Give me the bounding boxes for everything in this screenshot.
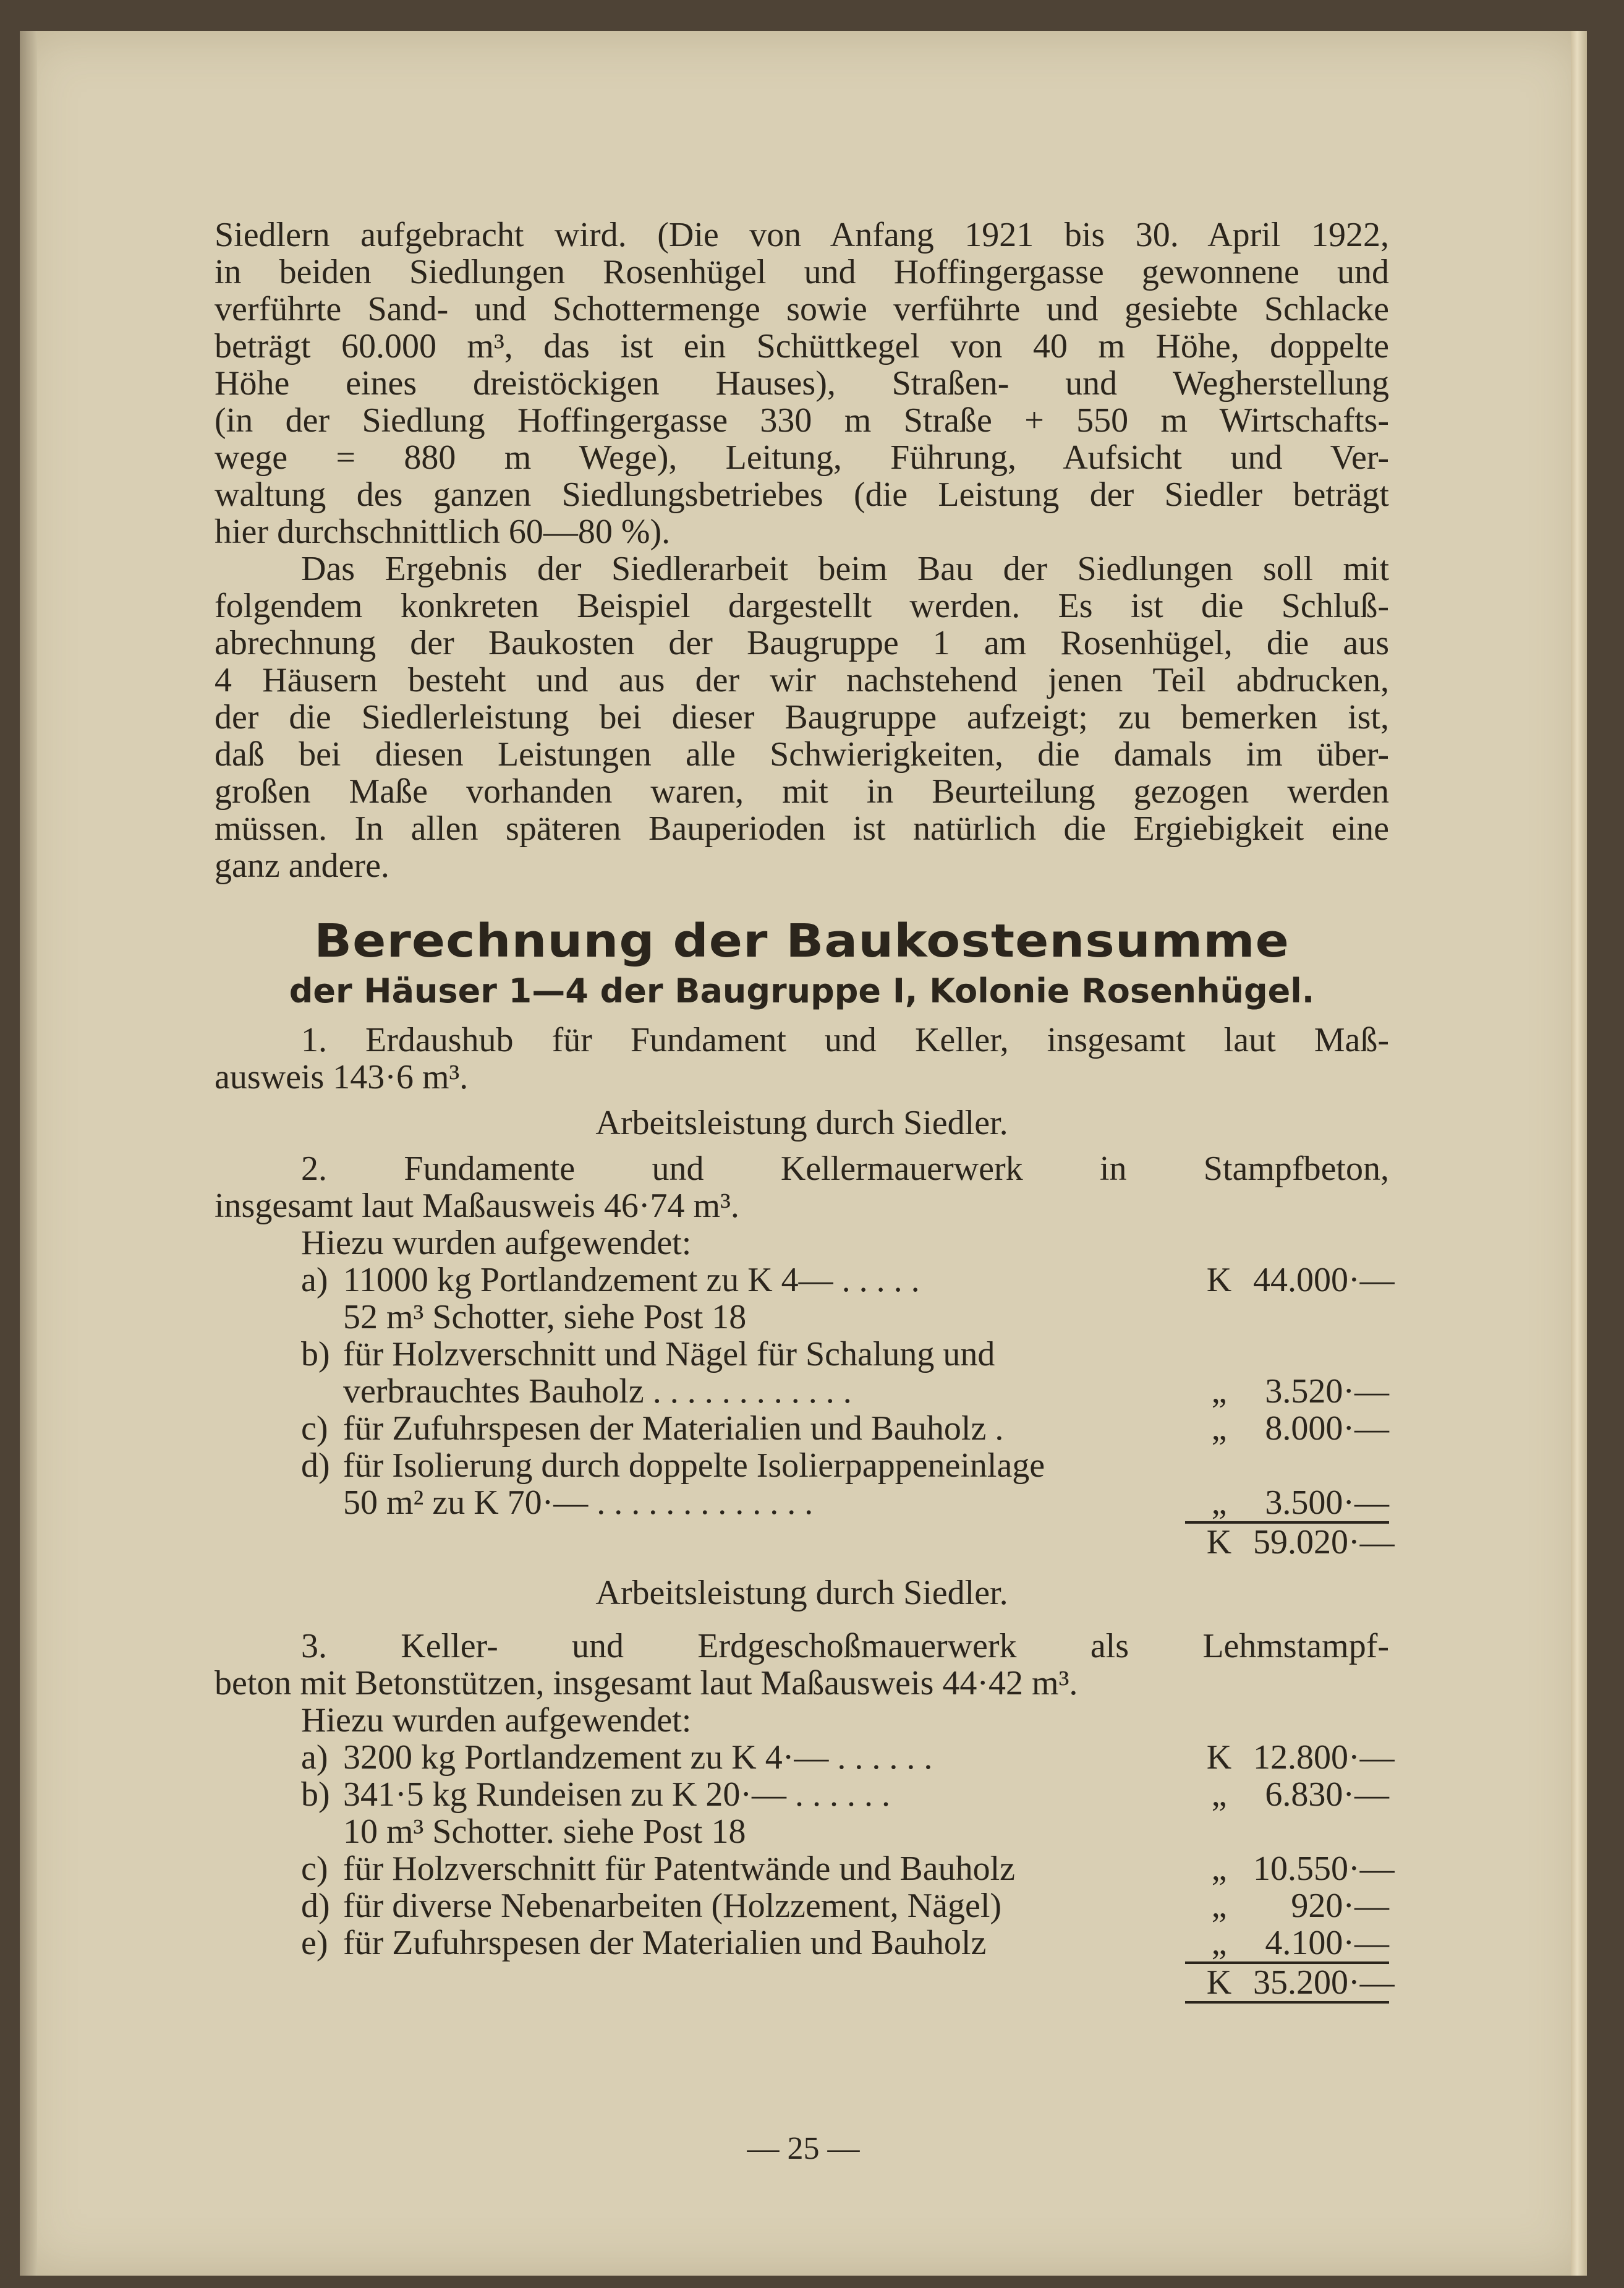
item-description: verbrauchtes Bauholz . . . . . . . . . . . . bbox=[343, 1372, 852, 1411]
item-label: b) bbox=[301, 1335, 330, 1373]
item-description: für Holzverschnitt für Patentwände und Bauholz bbox=[343, 1850, 1016, 1888]
page-number: — 25 — bbox=[747, 2131, 860, 2166]
item-label: d) bbox=[301, 1887, 330, 1925]
intro-paragraph bbox=[215, 216, 1389, 550]
item-label: c) bbox=[301, 1409, 328, 1448]
section-2-line-1: 2. Fundamente und Kellermauerwerk in Stampfbeton, bbox=[301, 1150, 1389, 1188]
text-line: wege = 880 m Wege), Leitung, Führung, Aufsicht und Ver- bbox=[215, 438, 1389, 477]
cost-item-row bbox=[301, 1410, 1389, 1447]
section-2-line-2: insgesamt laut Maßausweis 46·74 m³. bbox=[215, 1187, 739, 1225]
cost-item-row bbox=[301, 1850, 1395, 1888]
item-currency: K bbox=[1206, 1261, 1232, 1299]
total-currency: K bbox=[1185, 1961, 1253, 2004]
item-description: 10 m³ Schotter. siehe Post 18 bbox=[343, 1812, 746, 1851]
item-currency: „ bbox=[1211, 1372, 1227, 1411]
item-description: für Isolierung durch doppelte Isolierpappeneinlage bbox=[343, 1446, 1045, 1485]
item-label: a) bbox=[301, 1261, 328, 1299]
item-description: 50 m² zu K 70·— . . . . . . . . . . . . . bbox=[343, 1483, 814, 1522]
item-currency: „ bbox=[1211, 1924, 1227, 1962]
text-line: verführte Sand- und Schottermenge sowie verführte und gesiebte Schlacke bbox=[215, 290, 1389, 328]
section-3-intro: Hiezu wurden aufgewendet: bbox=[301, 1701, 692, 1739]
item-amount: 10.550·— bbox=[1253, 1850, 1395, 1888]
text-line: der die Siedlerleistung bei dieser Baugruppe aufzeigt; zu bemerken ist, bbox=[215, 698, 1389, 736]
cost-item-row bbox=[301, 1373, 1389, 1410]
item-currency: K bbox=[1206, 1738, 1232, 1777]
total-row bbox=[301, 1521, 1395, 1561]
item-description: für Zufuhrspesen der Materialien und Bauholz bbox=[343, 1924, 987, 1962]
text-line: Höhe eines dreistöckigen Hauses), Straßen- und Wegherstellung bbox=[215, 364, 1389, 403]
section-1 bbox=[215, 1022, 1389, 1142]
item-description: für diverse Nebenarbeiten (Holzzement, Nägel) bbox=[343, 1887, 1002, 1925]
item-label: a) bbox=[301, 1738, 328, 1777]
section-1-line-1: 1. Erdaushub für Fundament und Keller, insgesamt laut Maß- bbox=[301, 1021, 1389, 1059]
total-row bbox=[301, 1961, 1395, 2002]
cost-item-row bbox=[301, 1887, 1389, 1924]
text-line: (in der Siedlung Hoffingergasse 330 m Straße + 550 m Wirtschafts- bbox=[215, 401, 1389, 440]
section-2-note: Arbeitsleistung durch Siedler. bbox=[595, 1574, 1008, 1612]
text-line: müssen. In allen späteren Bauperioden ist natürlich die Ergiebigkeit eine bbox=[215, 809, 1389, 848]
cost-item-row bbox=[301, 1447, 1389, 1484]
text-line: in beiden Siedlungen Rosenhügel und Hoffingergasse gewonnene und bbox=[215, 253, 1389, 291]
item-amount: 4.100·— bbox=[1265, 1924, 1389, 1962]
section-1-note: Arbeitsleistung durch Siedler. bbox=[595, 1104, 1008, 1142]
item-label: d) bbox=[301, 1446, 330, 1485]
text-line: Siedlern aufgebracht wird. (Die von Anfang 1921 bis 30. April 1922, bbox=[215, 216, 1389, 254]
text-line: hier durchschnittlich 60—80 %). bbox=[215, 513, 671, 551]
item-amount: 12.800·— bbox=[1253, 1738, 1395, 1777]
section-3-line-1: 3. Keller- und Erdgeschoßmauerwerk als Lehmstampf- bbox=[301, 1627, 1389, 1665]
cost-item-row bbox=[301, 1924, 1389, 1961]
item-amount: 3.500·— bbox=[1265, 1483, 1389, 1522]
text-line: Das Ergebnis der Siedlerarbeit beim Bau der Siedlungen soll mit bbox=[301, 550, 1389, 588]
item-label: e) bbox=[301, 1924, 328, 1962]
text-line: folgendem konkreten Beispiel dargestellt werden. Es ist die Schluß- bbox=[215, 587, 1389, 625]
item-description: 341·5 kg Rundeisen zu K 20·— . . . . . . bbox=[343, 1775, 891, 1814]
item-amount: 3.520·— bbox=[1265, 1372, 1389, 1411]
text-line: 4 Häusern besteht und aus der wir nachstehend jenen Teil abdrucken, bbox=[215, 661, 1389, 699]
page-edge bbox=[1571, 31, 1587, 2276]
text-line: ganz andere. bbox=[215, 847, 389, 885]
item-label: c) bbox=[301, 1850, 328, 1888]
section-3-items bbox=[215, 1738, 1395, 2002]
text-line: beträgt 60.000 m³, das ist ein Schüttkegel von 40 m Höhe, doppelte bbox=[215, 327, 1389, 365]
text-line: abrechnung der Baukosten der Baugruppe 1 am Rosenhügel, die aus bbox=[215, 624, 1389, 662]
text-line: großen Maße vorhanden waren, mit in Beurteilung gezogen werden bbox=[215, 772, 1389, 811]
text-line: waltung des ganzen Siedlungsbetriebes (die Leistung der Siedler beträgt bbox=[215, 476, 1389, 514]
section-2-intro: Hiezu wurden aufgewendet: bbox=[301, 1224, 692, 1262]
cost-item-row bbox=[301, 1261, 1395, 1299]
item-amount: 44.000·— bbox=[1253, 1261, 1395, 1299]
text-line: daß bei diesen Leistungen alle Schwierigkeiten, die damals im über- bbox=[215, 735, 1389, 774]
section-1-line-2: ausweis 143·6 m³. bbox=[215, 1058, 469, 1096]
item-amount: 6.830·— bbox=[1265, 1775, 1389, 1814]
book-page bbox=[20, 31, 1587, 2276]
cost-item-row bbox=[301, 1299, 1389, 1336]
section-2-items bbox=[215, 1261, 1395, 1561]
second-paragraph bbox=[215, 550, 1389, 884]
item-description: 3200 kg Portlandzement zu K 4·— . . . . . . bbox=[343, 1738, 933, 1777]
cost-item-row bbox=[301, 1336, 1389, 1373]
section-subheading: der Häuser 1—4 der Baugruppe I, Kolonie Rosenhügel. bbox=[289, 971, 1315, 1010]
total-amount: 59.020·— bbox=[1253, 1521, 1389, 1561]
cost-item-row bbox=[301, 1776, 1389, 1813]
item-currency: „ bbox=[1211, 1409, 1227, 1448]
total-amount: 35.200·— bbox=[1253, 1961, 1389, 2004]
item-currency: „ bbox=[1211, 1850, 1227, 1888]
book-binding bbox=[20, 31, 37, 2276]
item-currency: „ bbox=[1211, 1775, 1227, 1814]
cost-item-row bbox=[301, 1738, 1395, 1777]
section-2 bbox=[215, 1150, 1395, 1612]
item-description: 11000 kg Portlandzement zu K 4— . . . . . bbox=[343, 1261, 920, 1299]
section-3 bbox=[215, 1627, 1395, 2002]
item-label: b) bbox=[301, 1775, 330, 1814]
item-description: 52 m³ Schotter, siehe Post 18 bbox=[343, 1298, 747, 1336]
item-currency: „ bbox=[1211, 1887, 1227, 1925]
item-description: für Zufuhrspesen der Materialien und Bauholz . bbox=[343, 1409, 1004, 1448]
item-amount: 920·— bbox=[1291, 1887, 1389, 1925]
cost-item-row bbox=[301, 1813, 1389, 1850]
section-heading: Berechnung der Baukostensumme bbox=[314, 914, 1290, 968]
item-currency: „ bbox=[1211, 1483, 1227, 1522]
page-text bbox=[215, 216, 1395, 2002]
item-description: für Holzverschnitt und Nägel für Schalung und bbox=[343, 1335, 995, 1373]
cost-item-row bbox=[301, 1484, 1389, 1521]
item-amount: 8.000·— bbox=[1265, 1409, 1389, 1448]
section-3-line-2: beton mit Betonstützen, insgesamt laut Maßausweis 44·42 m³. bbox=[215, 1664, 1078, 1702]
total-currency: K bbox=[1185, 1521, 1253, 1561]
